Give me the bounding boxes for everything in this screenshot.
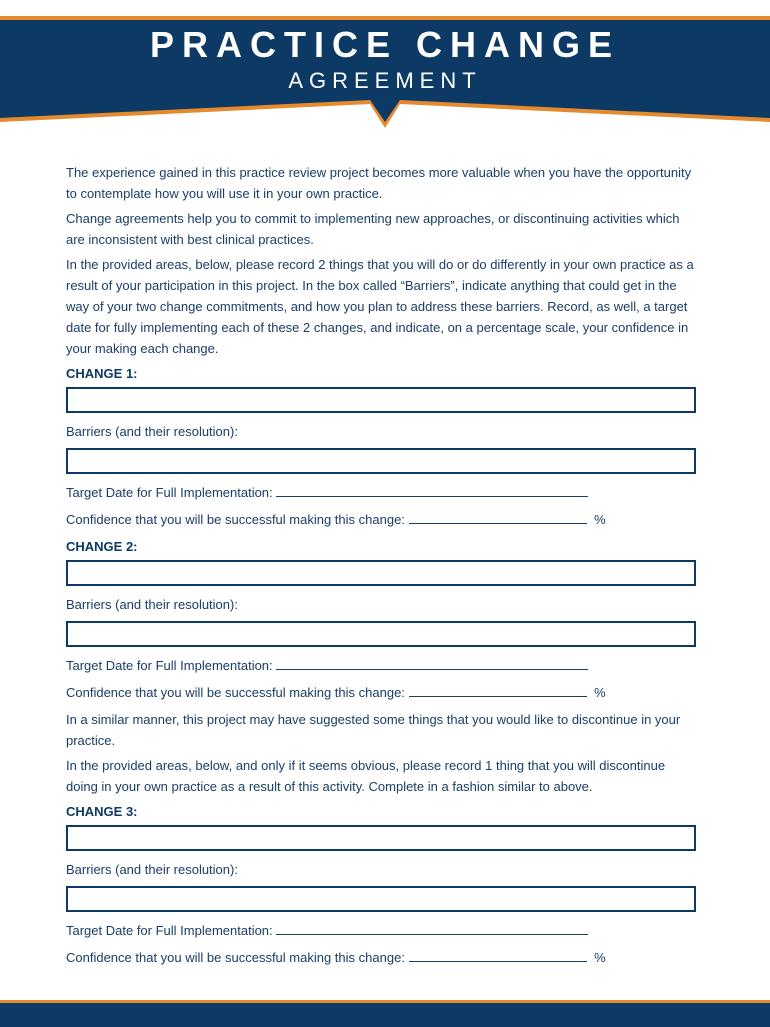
change-1-confidence-field[interactable] — [409, 511, 587, 524]
change-3-confidence-row — [66, 947, 696, 968]
change-3-confidence-field[interactable] — [409, 949, 587, 962]
page-title: PRACTICE CHANGE — [149, 24, 620, 65]
change-3-target-row — [66, 920, 696, 941]
change-1-percent-sign: % — [594, 512, 606, 527]
middle-paragraph-2: In the provided areas, below, and only if it seems obvious, please record 1 thing that you will discontinue doing in your own practice as a result of this activity. Complete in a fashion similar to above. — [66, 758, 666, 794]
change-3-percent-sign: % — [594, 950, 606, 965]
change-3-barriers-label: Barriers (and their resolution): — [66, 862, 238, 877]
change-1-input[interactable] — [66, 387, 696, 413]
form-content — [66, 162, 696, 974]
change-2-barriers-label: Barriers (and their resolution): — [66, 597, 238, 612]
change-3-input[interactable] — [66, 825, 696, 851]
change-1-barriers-label: Barriers (and their resolution): — [66, 424, 238, 439]
footer-bar — [0, 1000, 770, 1027]
header-banner — [0, 0, 770, 140]
change-2-input[interactable] — [66, 560, 696, 586]
change-2-target-row — [66, 655, 696, 676]
change-2-confidence-row — [66, 682, 696, 703]
change-3-confidence-label: Confidence that you will be successful making this change: — [66, 950, 405, 965]
intro-paragraph-2: Change agreements help you to commit to implementing new approaches, or discontinuing activities which are inconsistent with best clinical practices. — [66, 211, 680, 247]
change-2-confidence-label: Confidence that you will be successful making this change: — [66, 685, 405, 700]
change-1-barriers-input[interactable] — [66, 448, 696, 474]
change-2-target-date-field[interactable] — [276, 657, 588, 670]
change-2-section — [66, 536, 696, 703]
change-3-target-date-field[interactable] — [276, 922, 588, 935]
intro-paragraph-1: The experience gained in this practice review project becomes more valuable when you have the opportunity to contemplate how you will use it in your own practice. — [66, 165, 692, 201]
change-3-section — [66, 801, 696, 968]
middle-paragraph-1: In a similar manner, this project may have suggested some things that you would like to discontinue in your practice. — [66, 712, 681, 748]
change-1-confidence-label: Confidence that you will be successful making this change: — [66, 512, 405, 527]
change-2-percent-sign: % — [594, 685, 606, 700]
page-subtitle: AGREEMENT — [288, 68, 482, 93]
change-3-barriers-input[interactable] — [66, 886, 696, 912]
change-2-barriers-input[interactable] — [66, 621, 696, 647]
change-1-confidence-row — [66, 509, 696, 530]
change-2-target-label: Target Date for Full Implementation: — [66, 658, 273, 673]
change-1-target-label: Target Date for Full Implementation: — [66, 485, 273, 500]
intro-paragraph-3: In the provided areas, below, please record 2 things that you will do or do differently in your own practice as a result of your participation in this project. In the box called “Barriers”, indicate anything that could get in the way of your two change commitments, and how you plan to address these barriers. Record, as well, a target date for fully implementing each of these 2 changes, and indicate, on a percentage scale, your confidence in your making each change. — [66, 257, 694, 356]
change-3-heading: CHANGE 3: — [66, 804, 138, 819]
change-3-target-label: Target Date for Full Implementation: — [66, 923, 273, 938]
change-1-section — [66, 363, 696, 530]
change-2-heading: CHANGE 2: — [66, 539, 138, 554]
change-2-confidence-field[interactable] — [409, 684, 587, 697]
change-1-target-row — [66, 482, 696, 503]
change-1-target-date-field[interactable] — [276, 484, 588, 497]
change-1-heading: CHANGE 1: — [66, 366, 138, 381]
